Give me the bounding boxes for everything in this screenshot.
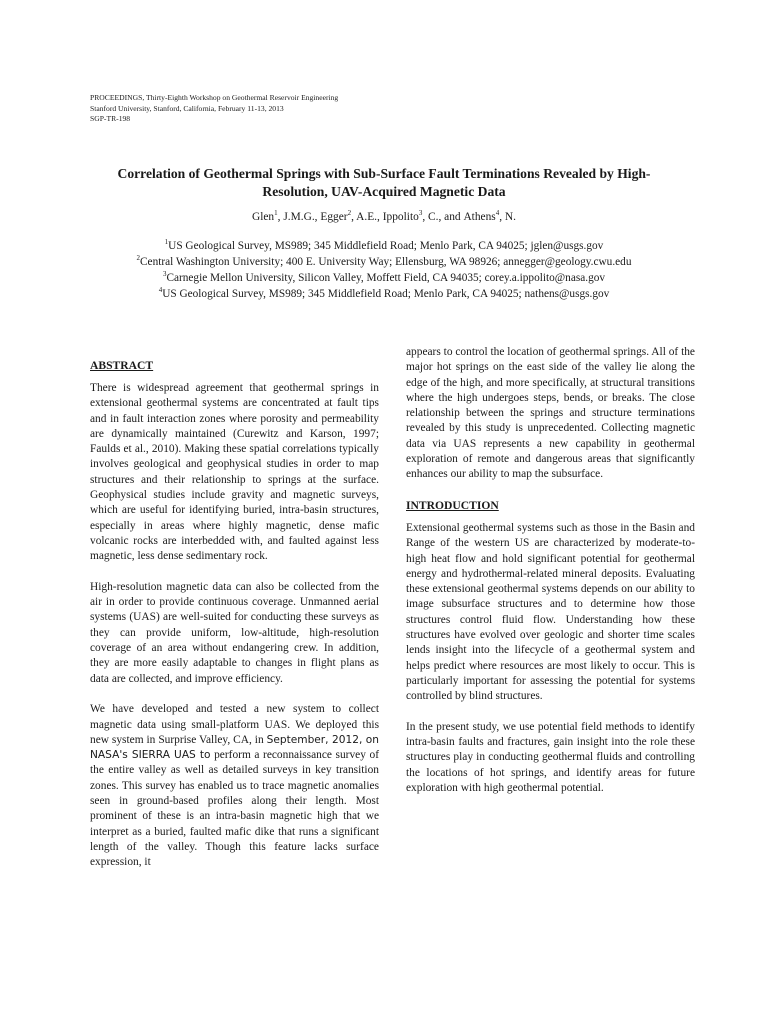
affiliation: $^3$Carnegie Mellon University, Silicon Valley, Moffett Field, CA 94035; corey.a.ippolito@nasa.gov xyxy=(162,270,606,284)
affiliation-list xyxy=(60,238,708,302)
introduction-paragraph-1: Extensional geothermal systems such as those in the Basin and Range of the western US are characterized by moderate-to-high heat flow and hold significant potential for geothermal energy and hydrothermal-related mineral deposits. Evaluating these extensional geothermal systems depends on our ability to image subsurface structures and to determine how those structures control fluid flow. Understanding how these structures have evolved over geologic and shorter time scales lends insight into the lifecycle of a geothermal system and helps predict where resources are most likely to occur. This is particularly important for assessing the potential for systems controlled by blind structures. xyxy=(406,521,695,703)
introduction-paragraph-2: In the present study, we use potential field methods to identify intra-basin faults and fractures, gain insight into the role these structures play in conducting geothermal fluids and controlling the locations of hot springs, and identify areas for future exploration with high geothermal potential. xyxy=(406,720,695,795)
abstract-paragraph-4: appears to control the location of geothermal springs. All of the major hot springs on the east side of the valley lie along the edge of the high, and more specifically, at structural transitions where the high undergoes steps, bends, or breaks. The close relationship between the springs and structure terminations revealed by this study is unprecedented. Collecting magnetic data via UAS represents a new capability in geothermal exploration of remote and dangerous areas that significantly enhances our ability to map the subsurface. xyxy=(406,346,695,481)
author-list xyxy=(100,210,668,224)
abstract-paragraph-3: We have developed and tested a new system to collect magnetic data using small-platform UAS. We deployed this new system in Surprise Valley, CA, in September, 2012, on NASA's SIERRA UAS to perform a reconnaissance survey of the entire valley as well as detailed surveys in key transition zones. This survey has enabled us to trace magnetic anomalies seen in ground-based profiles along their length. Most prominent of these is an intra-basin magnetic high that we interpret as a buried, faulted mafic dike that runs a significant length of the valley. Though this feature lacks surface expression, it xyxy=(90,703,379,869)
affiliation: $^2$Central Washington University; 400 E. University Way; Ellensburg, WA 98926; annegger@geology.cwu.edu xyxy=(136,254,632,268)
right-column xyxy=(406,345,695,796)
left-column xyxy=(90,358,379,871)
header-line-2: Stanford University, Stanford, California, February 11-13, 2013 xyxy=(90,103,284,113)
abstract-paragraph-1: There is widespread agreement that geothermal springs in extensional geothermal systems are concentrated at fault tips and in fault interaction zones where porosity and permeability are dynamically maintained (Curewitz and Karson, 1997; Faulds et al., 2010). Making these spatial correlations typically involves geological and geophysical studies in order to map structures and their relationship to springs at the surface. Geophysical studies include gravity and magnetic surveys, which are useful for identifying buried, intra-basin structures, especially in areas where highly magnetic, dense mafic volcanic rocks are interbedded with, and faulted against less magnetic, less dense sedimentary rock. xyxy=(90,382,379,563)
author: Ippolito$^3$, C., and xyxy=(382,209,464,223)
paper-title: Correlation of Geothermal Springs with Sub-Surface Fault Terminations Revealed by High-Resolution, UAV-Acquired Magnetic Data xyxy=(117,166,651,199)
author: Egger$^2$, A.E., xyxy=(320,209,383,223)
introduction-heading: INTRODUCTION xyxy=(406,498,499,512)
header-line-3: SGP-TR-198 xyxy=(90,114,131,123)
author: Glen$^1$, J.M.G., xyxy=(251,209,321,223)
affiliation: $^4$US Geological Survey, MS989; 345 Middlefield Road; Menlo Park, CA 94025; nathens@usgs.gov xyxy=(158,286,610,300)
abstract-heading: ABSTRACT xyxy=(90,359,154,372)
author: Athens$^4$, N. xyxy=(463,209,517,223)
abstract-paragraph-2: High-resolution magnetic data can also be collected from the air in order to provide continuous coverage. Unmanned aerial systems (UAS) are well-suited for conducting these surveys as they can provide uniform, low-altitude, high-resolution coverage of an area without endangering crew. In addition, they are more easily adaptable to changes in flight plans as data are collected, and improve efficiency. xyxy=(90,580,379,685)
affiliation: $^1$US Geological Survey, MS989; 345 Middlefield Road; Menlo Park, CA 94025; jglen@usgs.gov xyxy=(164,238,604,252)
header-line-1: PROCEEDINGS, Thirty-Eighth Workshop on Geothermal Reservoir Engineering xyxy=(90,93,339,102)
proceedings-header xyxy=(90,93,490,125)
